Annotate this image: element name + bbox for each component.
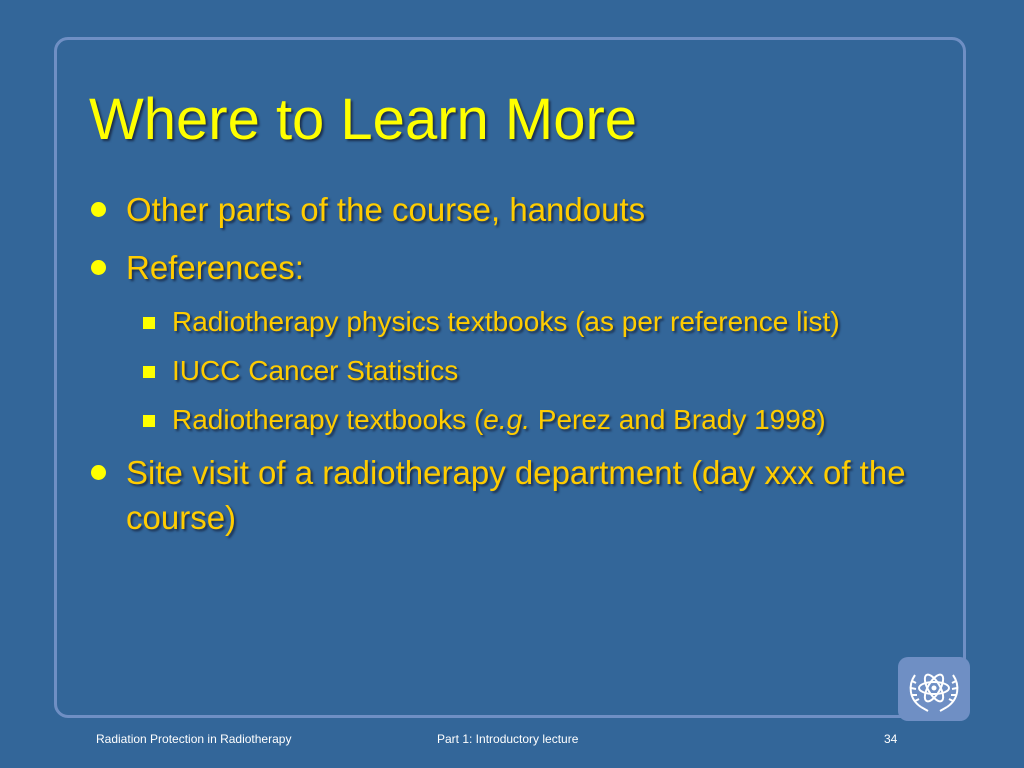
footer-part-title: Part 1: Introductory lecture [437,732,579,746]
iaea-atom-wreath-icon [903,661,965,717]
round-bullet-icon [91,465,106,480]
bullet-text: Site visit of a radiotherapy department (day xxx of the course) [126,454,906,536]
sub-bullet-item [88,352,938,389]
sub-bullet-text: Radiotherapy physics textbooks (as per reference list) [172,306,840,337]
bullet-item-references [88,245,938,290]
sub-bullet-text-start: Radiotherapy textbooks ( [172,404,484,435]
sub-bullet-text-italic: e.g. [483,404,530,435]
bullet-list [88,187,938,553]
bullet-text: References: [126,249,304,286]
square-bullet-icon [143,317,155,329]
reference-sublist [88,303,938,438]
sub-bullet-item [88,303,938,340]
square-bullet-icon [143,366,155,378]
square-bullet-icon [143,415,155,427]
bullet-text: Other parts of the course, handouts [126,191,646,228]
iaea-logo [898,657,970,721]
sub-bullet-text-end: Perez and Brady 1998) [529,404,826,435]
slide-title: Where to Learn More [89,87,638,152]
bullet-item-course-parts [88,187,938,232]
footer-page-number: 34 [884,732,898,746]
round-bullet-icon [91,260,106,275]
bullet-item-site-visit [88,450,938,540]
footer-course-title: Radiation Protection in Radiotherapy [96,732,292,746]
sub-bullet-text: IUCC Cancer Statistics [172,355,459,386]
sub-bullet-item [88,401,938,438]
round-bullet-icon [91,202,106,217]
